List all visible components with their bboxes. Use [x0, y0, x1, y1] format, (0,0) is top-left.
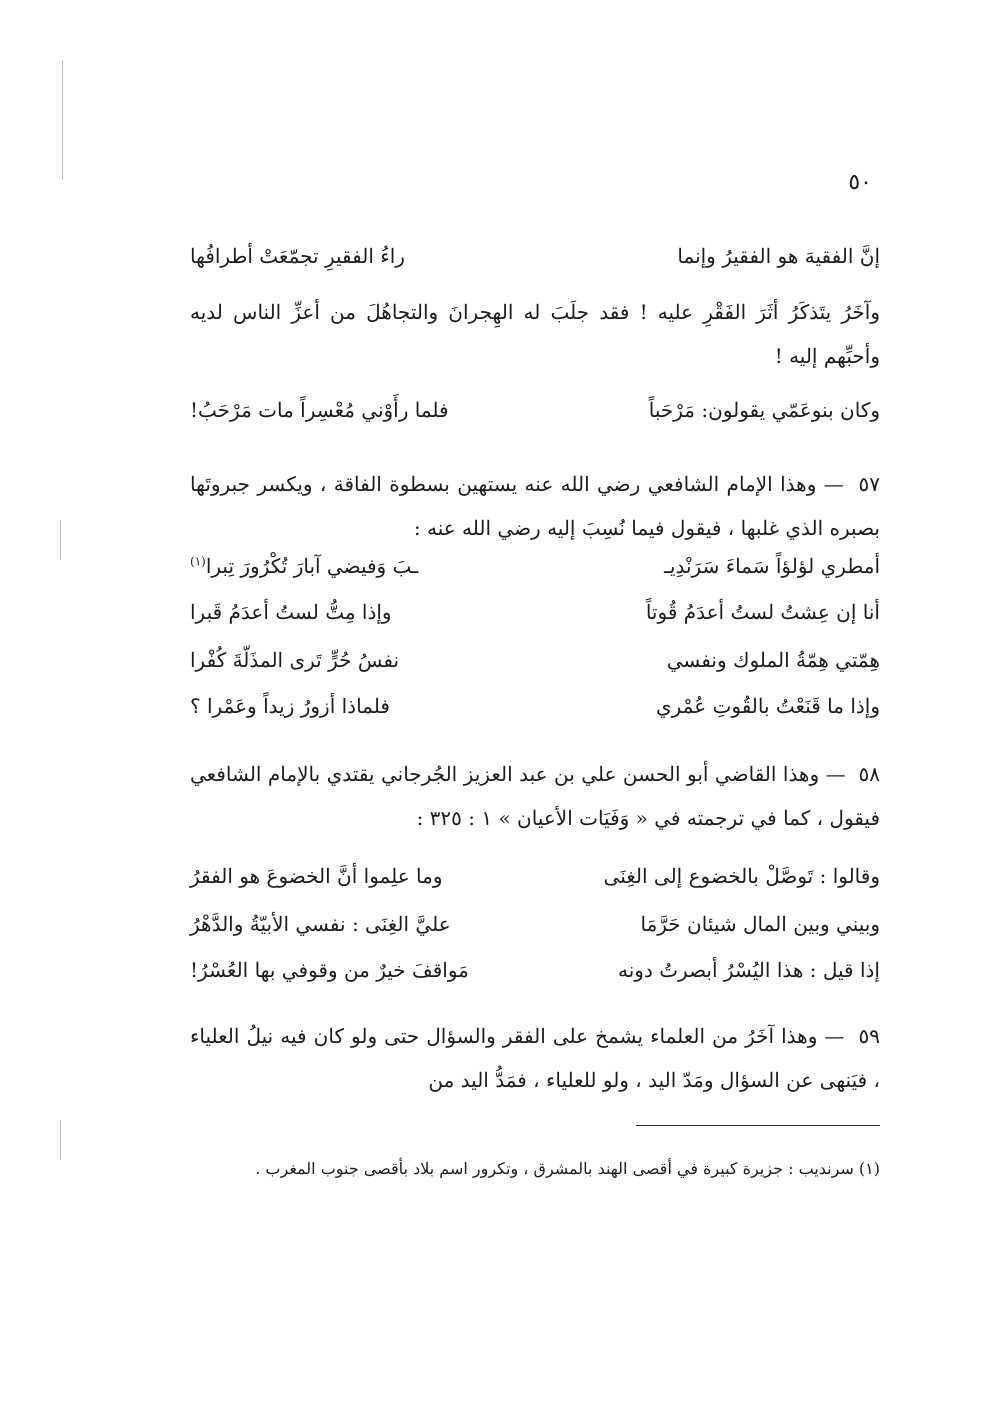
poem-verse — [190, 682, 880, 730]
verse-second-hemistich: وما علِموا أنَّ الخضوعَ هو الفقرُ — [190, 864, 443, 888]
verse-second-hemistich: فلماذا أزورُ زيداً وعَمْرا ؟ — [190, 694, 390, 718]
section-number: ٥٩ — [858, 1024, 881, 1048]
verse-first-hemistich: إذا قيل : هذا اليُسْرُ أبصرتُ دونه — [618, 958, 880, 982]
section-number: ٥٧ — [858, 472, 881, 496]
footnote-separator — [636, 1125, 880, 1126]
section-57 — [190, 462, 880, 550]
section-dash: — — [819, 762, 853, 786]
verse-second-hemistich: فلما رأَوْني مُعْسِراً مات مَرْحَبُ! — [190, 398, 449, 422]
footnote-marker: (١) — [190, 554, 206, 569]
poem-verse — [190, 542, 880, 590]
verse-first-hemistich: وإذا ما قَنَعْتُ بالقُوتِ عُمْري — [655, 694, 880, 718]
section-text: وهذا آخَرُ من العلماء يشمخ على الفقر والسؤال حتى ولو كان فيه نيلُ العلياء ، فيَنهى عن السؤال ومَدّ اليد ، ولو للعلياء ، فمَدُّ اليد من — [190, 1024, 880, 1092]
section-58-paragraph — [190, 752, 880, 840]
poem-verse — [190, 852, 880, 900]
footnote-text: سرنديب : جزيرة كبيرة في أقصى الهند بالمشرق ، وتكرور اسم بلاد بأقصى جنوب المغرب . — [255, 1159, 854, 1178]
verse-first-hemistich: أمطري لؤلؤاً سَماءَ سَرَنْدِيـ — [664, 554, 880, 578]
verse-second-hemistich: عليَّ الغِنَى : نفسي الأبيّةُ والدَّهْرُ — [190, 912, 451, 936]
verse-second-text: ـبَ وَفيضي آبارَ تُكْرُورَ تِبرا — [205, 554, 419, 578]
section-59 — [190, 1014, 880, 1102]
paragraph-text: وآخَرُ يتَذكَرُ أثَرَ الفَقْرِ عليه ! فقد جلَبَ له الهِجرانَ والتجاهُلَ من أعزِّ الناس لديه وأحبِّهم إليه ! — [190, 300, 880, 368]
scan-edge-mark — [60, 520, 61, 560]
paragraph — [190, 290, 880, 378]
verse-second-hemistich: وإذا مِتُّ لستُ أعدَمُ قَبرا — [190, 600, 392, 624]
poem-verse — [190, 588, 880, 636]
verse-second-hemistich: راءُ الفقيرِ تجمّعَتْ أطرافُها — [190, 244, 405, 268]
section-number: ٥٨ — [858, 762, 881, 786]
verse-first-hemistich: هِمّتي هِمّةُ الملوك ونفسي — [666, 648, 880, 672]
poem-verse — [190, 946, 880, 994]
poem-verse — [190, 900, 880, 948]
section-dash: — — [816, 472, 852, 496]
section-dash: — — [817, 1024, 852, 1048]
verse-second-hemistich — [190, 542, 418, 590]
poem-verse — [190, 232, 880, 280]
footnote-marker: (١) — [858, 1159, 880, 1178]
section-58 — [190, 752, 880, 840]
section-59-paragraph — [190, 1014, 880, 1102]
section-text: وهذا الإمام الشافعي رضي الله عنه يستهين بسطوة الفاقة ، ويكسر جبروتَها بصبره الذي غلبها ، فيقول فيما نُسِبَ إليه رضي الله عنه : — [190, 472, 880, 540]
section-57-paragraph — [190, 462, 880, 550]
page-number: ٥٠ — [848, 170, 872, 195]
verse-first-hemistich: وكان بنوعَمّي يقولون: مَرْحَباً — [648, 398, 880, 422]
scan-edge-mark — [62, 60, 63, 180]
verse-first-hemistich: أنا إن عِشتُ لستُ أعدَمُ قُوتاً — [645, 600, 880, 624]
verse-second-hemistich: نفسُ حُرٍّ تَرى المذَلّةَ كُفْرا — [190, 648, 400, 672]
footnote — [190, 1152, 880, 1186]
section-text: وهذا القاضي أبو الحسن علي بن عبد العزيز الجُرجاني يقتدي بالإمام الشافعي فيقول ، كما في ترجمته في « وَفَيَات الأعيان » ١ : ٣٢٥ : — [190, 762, 880, 830]
verse-second-hemistich: مَواقفَ خيرٌ من وقوفي بها العُسْرُ! — [190, 958, 469, 982]
poem-verse — [190, 386, 880, 434]
poem-verse — [190, 636, 880, 684]
verse-first-hemistich: وقالوا : تَوصَّلْ بالخضوع إلى الغِنَى — [603, 864, 880, 888]
footnote-paragraph — [190, 1152, 880, 1186]
scan-edge-mark — [60, 1120, 61, 1160]
verse-first-hemistich: إنَّ الفقيهَ هو الفقيرُ وإنما — [677, 244, 880, 268]
verse-first-hemistich: وبيني وبين المال شيئان حَرَّمَا — [640, 912, 880, 936]
